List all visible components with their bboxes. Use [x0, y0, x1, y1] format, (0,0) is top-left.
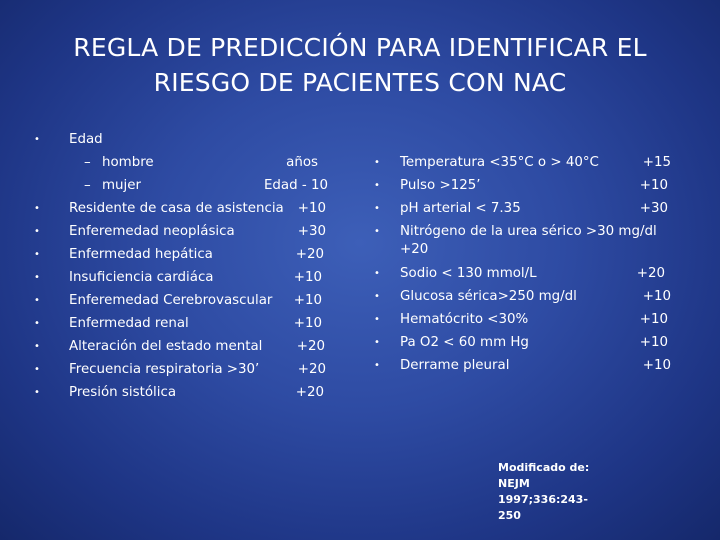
item-value: +10 — [642, 358, 671, 373]
item-value: +30 — [639, 201, 668, 216]
item-label: Enfermedad renal — [69, 316, 189, 331]
source-line-2: NEJM 1997;336:243- — [498, 477, 588, 506]
item-value: +10 — [639, 178, 668, 193]
item-value: +10 — [293, 270, 322, 285]
bullet: • — [34, 272, 40, 283]
item-value: +30 — [297, 224, 326, 239]
list-item — [0, 200, 720, 217]
bullet: • — [374, 180, 380, 191]
item-label-text: Nitrógeno de la urea sérico >30 mg/dl — [400, 224, 657, 239]
dash: – — [84, 178, 91, 193]
title-line-2: RIESGO DE PACIENTES CON NAC — [153, 68, 567, 97]
item-label: pH arterial < 7.35 — [400, 201, 521, 216]
item-label: hombre — [102, 155, 154, 170]
bullet: • — [34, 341, 40, 352]
item-label: Alteración del estado mental — [69, 339, 263, 354]
item-value: +10 — [297, 201, 326, 216]
bullet: • — [34, 318, 40, 329]
list-item-edad — [0, 131, 340, 148]
bullet: • — [374, 360, 380, 371]
list-item — [0, 288, 720, 305]
item-value: Edad - 10 — [263, 178, 328, 193]
item-label: Residente de casa de asistencia — [69, 201, 284, 216]
bullet: • — [374, 314, 380, 325]
item-value: +20 — [636, 266, 665, 281]
item-value: +20 — [295, 247, 324, 262]
item-label: Sodio < 130 mmol/L — [400, 266, 537, 281]
item-value: +20 — [400, 242, 429, 257]
bullet: • — [374, 291, 380, 302]
item-value: +10 — [293, 316, 322, 331]
item-value: +20 — [297, 362, 326, 377]
item-label: Enferemedad neoplásica — [69, 224, 235, 239]
list-item — [0, 334, 720, 351]
item-label: Glucosa sérica>250 mg/dl — [400, 289, 577, 304]
bullet: • — [34, 134, 40, 145]
item-label: Insuficiencia cardiáca — [69, 270, 214, 285]
bullet: • — [374, 268, 380, 279]
item-label: Hematócrito <30% — [400, 312, 529, 327]
slide-title — [40, 30, 680, 100]
item-label: Pulso >125’ — [400, 178, 481, 193]
item-label: Pa O2 < 60 mm Hg — [400, 335, 529, 350]
bullet: • — [34, 295, 40, 306]
bullet: • — [374, 226, 380, 237]
item-label: Edad — [69, 132, 103, 147]
item-label: Temperatura <35°C o > 40°C — [400, 155, 599, 170]
item-value: +20 — [295, 385, 324, 400]
item-value: +10 — [293, 293, 322, 308]
item-value: +20 — [296, 339, 325, 354]
item-value: +10 — [642, 289, 671, 304]
bullet: • — [34, 249, 40, 260]
bullet: • — [34, 203, 40, 214]
list-item — [0, 384, 340, 401]
dash: – — [84, 155, 91, 170]
source-line-1: Modificado de: — [498, 461, 590, 474]
bullet: • — [374, 157, 380, 168]
item-label: Enferemedad Cerebrovascular — [69, 293, 273, 308]
item-label: Derrame pleural — [400, 358, 510, 373]
source-line-3: 250 — [498, 509, 521, 522]
list-item — [0, 265, 720, 282]
list-item — [0, 357, 720, 374]
bullet: • — [34, 364, 40, 375]
bullet: • — [34, 387, 40, 398]
item-value: +10 — [639, 335, 668, 350]
item-label: Presión sistólica — [69, 385, 177, 400]
bullet: • — [34, 226, 40, 237]
list-item — [0, 177, 720, 194]
item-label — [400, 223, 660, 259]
list-item — [0, 223, 720, 263]
bullet: • — [374, 203, 380, 214]
item-value: +15 — [642, 155, 671, 170]
bullet: • — [374, 337, 380, 348]
list-item — [0, 311, 720, 328]
item-value: años — [286, 155, 318, 170]
title-line-1: REGLA DE PREDICCIÓN PARA IDENTIFICAR EL — [73, 33, 647, 62]
list-item — [0, 154, 720, 171]
item-label: mujer — [102, 178, 141, 193]
item-value: +10 — [639, 312, 668, 327]
item-label: Enfermedad hepática — [69, 247, 213, 262]
item-label: Frecuencia respiratoria >30’ — [69, 362, 260, 377]
source-note — [498, 460, 623, 524]
